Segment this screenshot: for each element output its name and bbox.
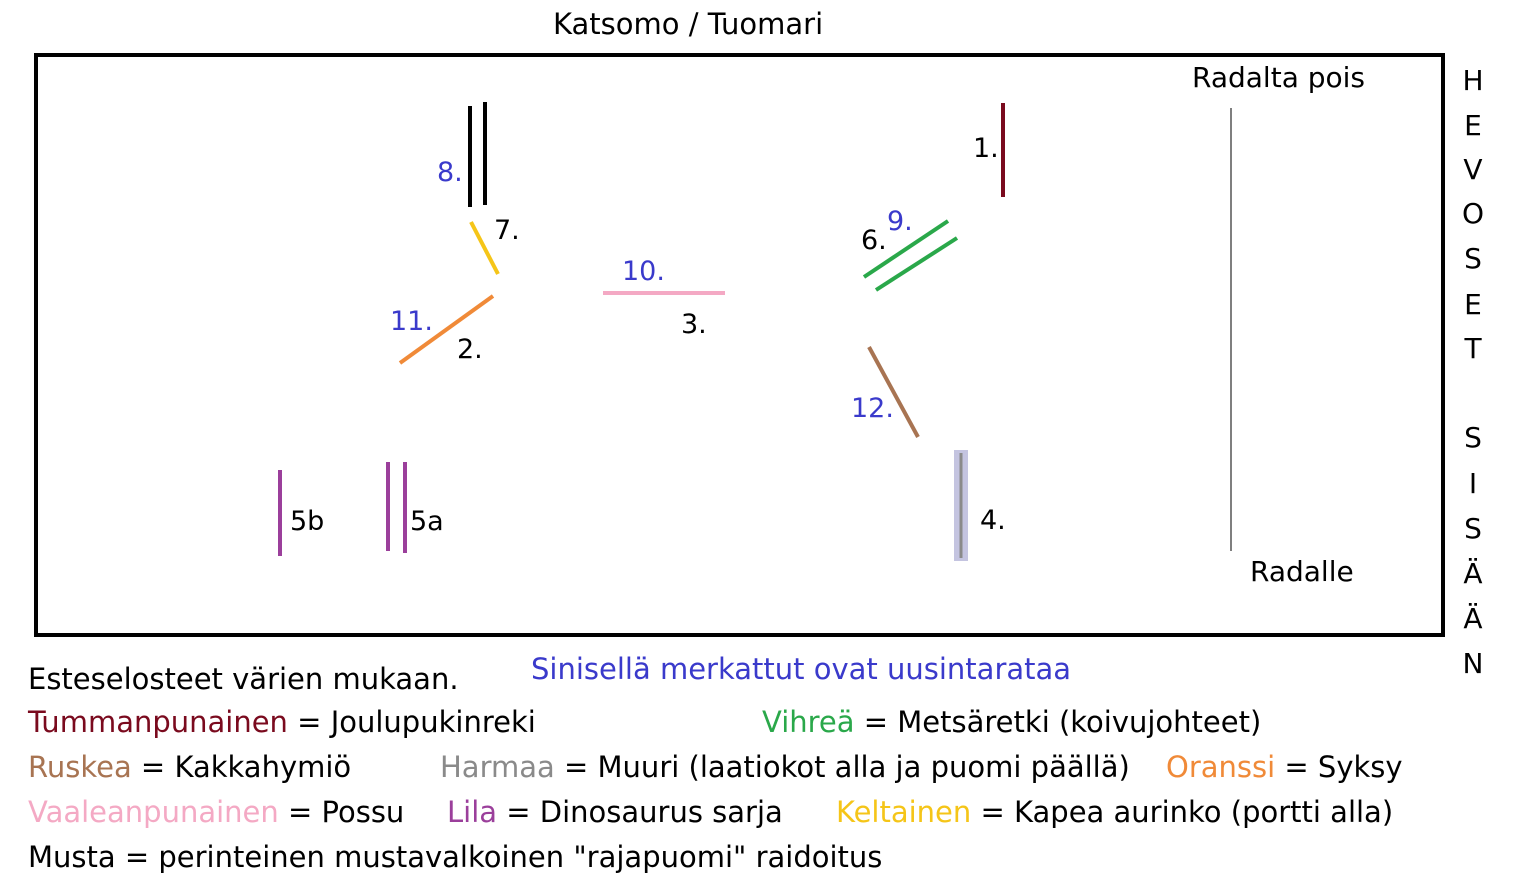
legend-item bbox=[28, 795, 405, 829]
obstacle-label-9: 9. bbox=[887, 206, 913, 237]
entry-label: Radalle bbox=[1250, 555, 1354, 588]
side-letter: S bbox=[1464, 421, 1482, 454]
legend-item bbox=[28, 750, 352, 784]
legend-color-name: Keltainen bbox=[836, 795, 972, 829]
exit-label: Radalta pois bbox=[1192, 61, 1366, 94]
obstacle-label-7: 7. bbox=[494, 215, 520, 246]
legend-desc: = Dinosaurus sarja bbox=[497, 795, 783, 829]
legend-color-name: Oranssi bbox=[1166, 750, 1276, 784]
legend-color-name: Lila bbox=[447, 795, 498, 829]
obstacle-6-pole-b bbox=[876, 238, 957, 290]
legend-item bbox=[447, 795, 783, 829]
side-letter: E bbox=[1464, 109, 1482, 142]
side-letter: E bbox=[1464, 288, 1482, 321]
side-letter: T bbox=[1464, 332, 1482, 365]
obstacle-label-5b: 5b bbox=[290, 506, 325, 537]
legend-note: Sinisellä merkattut ovat uusintaratаa bbox=[531, 652, 1072, 686]
legend-color-name: Vaaleanpunainen bbox=[28, 795, 279, 829]
legend-desc: = Joulupukinreki bbox=[287, 705, 536, 739]
legend-item bbox=[762, 705, 1262, 739]
legend-desc: = Muuri (laatiokot alla ja puomi päällä) bbox=[554, 750, 1130, 784]
side-letter: H bbox=[1462, 64, 1484, 97]
side-letter: S bbox=[1464, 512, 1482, 545]
page-title: Katsomo / Tuomari bbox=[553, 7, 824, 41]
legend-color-name: Vihreä bbox=[762, 705, 855, 739]
side-letter: Ä bbox=[1463, 602, 1483, 635]
obstacle-label-10: 10. bbox=[622, 256, 665, 287]
legend-color-name: Ruskea bbox=[28, 750, 132, 784]
legend-last: Musta = perinteinen mustavalkoinen "rajapuomi" raidoitus bbox=[28, 840, 883, 874]
legend-desc: = Metsäretki (koivujohteet) bbox=[854, 705, 1262, 739]
side-letter: N bbox=[1462, 647, 1484, 680]
obstacle-label-1: 1. bbox=[973, 133, 999, 164]
legend-item bbox=[440, 750, 1130, 784]
legend-item bbox=[836, 795, 1394, 829]
legend-desc: = Possu bbox=[278, 795, 405, 829]
side-letter: O bbox=[1462, 197, 1485, 230]
obstacle-label-5a: 5a bbox=[410, 506, 444, 537]
legend-intro: Esteselosteet värien mukaan. bbox=[28, 662, 459, 696]
side-letter: V bbox=[1463, 153, 1483, 186]
side-letter: I bbox=[1468, 467, 1478, 500]
legend-desc: = Syksy bbox=[1275, 750, 1403, 784]
obstacle-label-11: 11. bbox=[390, 306, 433, 337]
obstacle-label-2: 2. bbox=[457, 334, 483, 365]
obstacle-label-4: 4. bbox=[980, 505, 1006, 536]
obstacle-label-3: 3. bbox=[681, 309, 707, 340]
legend-desc: = Kapea aurinko (portti alla) bbox=[971, 795, 1394, 829]
legend-color-name: Harmaa bbox=[440, 750, 555, 784]
side-letter: Ä bbox=[1463, 557, 1483, 590]
obstacle-label-8: 8. bbox=[437, 157, 463, 188]
side-letter: S bbox=[1464, 242, 1482, 275]
legend-item bbox=[1166, 750, 1403, 784]
legend-item bbox=[28, 705, 536, 739]
legend-desc: = Kakkahymiö bbox=[131, 750, 352, 784]
obstacle-label-6: 6. bbox=[861, 225, 887, 256]
legend-color-name: Tummanpunainen bbox=[28, 705, 288, 739]
obstacle-label-12: 12. bbox=[851, 393, 894, 424]
